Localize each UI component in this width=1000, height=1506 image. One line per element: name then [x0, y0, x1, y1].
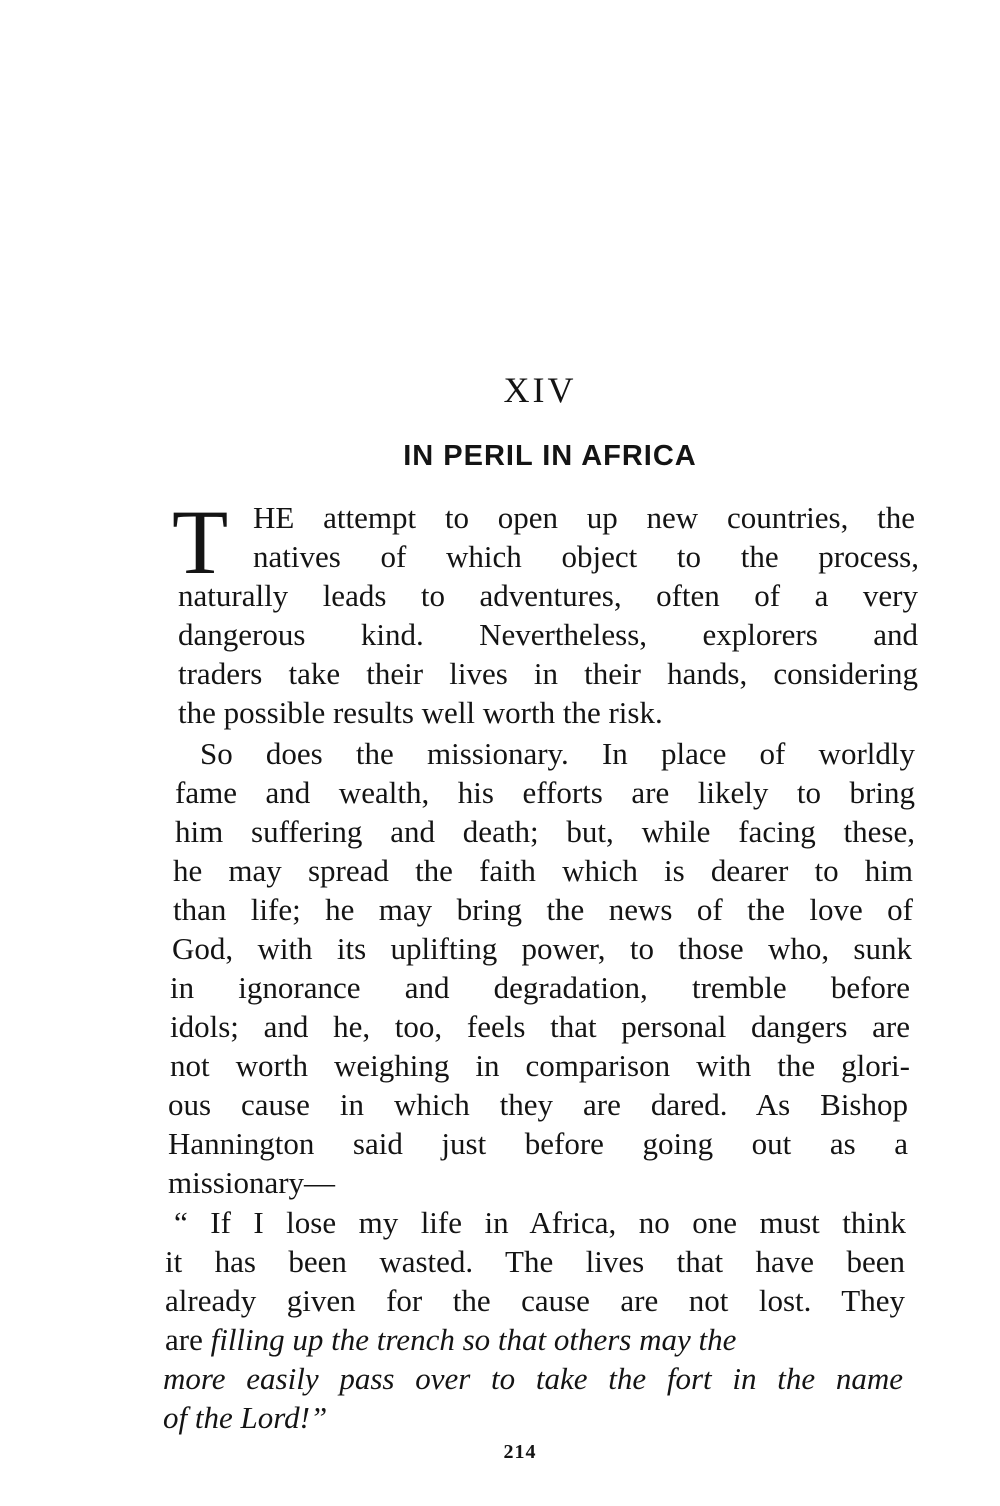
paragraph-1-line: dangerous kind. Nevertheless, explorers and: [178, 617, 918, 652]
quote-line-italic: filling up the trench so that others may the: [210, 1322, 737, 1357]
paragraph-2-line: him suffering and death; but, while facing these,: [175, 814, 915, 849]
paragraph-2-line: Hannington said just before going out as a: [168, 1126, 908, 1161]
paragraph-2-line: God, with its uplifting power, to those who, sunk: [172, 931, 912, 966]
paragraph-2-line: missionary—: [168, 1165, 336, 1200]
quote-line-prefix: are: [165, 1322, 211, 1357]
paragraph-2-line: idols; and he, too, feels that personal dangers are: [170, 1009, 910, 1044]
paragraph-2-line: in ignorance and degradation, tremble before: [170, 970, 910, 1005]
paragraph-1-line: the possible results well worth the risk.: [178, 695, 663, 730]
paragraph-2-line: ous cause in which they are dared. As Bishop: [168, 1087, 908, 1122]
paragraph-2-line: not worth weighing in comparison with the glori-: [170, 1048, 910, 1083]
quote-line: it has been wasted. The lives that have been: [165, 1244, 905, 1279]
chapter-title: IN PERIL IN AFRICA: [403, 440, 697, 472]
paragraph-2-line: fame and wealth, his efforts are likely to bring: [175, 775, 915, 810]
quote-line: of the Lord!”: [163, 1400, 328, 1435]
quote-line: “ If I lose my life in Africa, no one must think: [174, 1205, 906, 1240]
quote-line: [165, 1320, 905, 1360]
paragraph-2-line: he may spread the faith which is dearer to him: [173, 853, 913, 888]
paragraph-1-line: naturally leads to adventures, often of a very: [178, 578, 918, 613]
paragraph-1-line: HE attempt to open up new countries, the: [253, 500, 915, 535]
paragraph-1-line: natives of which object to the process,: [253, 539, 919, 574]
drop-cap: T: [172, 496, 229, 578]
quote-line: already given for the cause are not lost. They: [165, 1283, 905, 1318]
page-number: 214: [503, 1441, 537, 1463]
paragraph-2-line: So does the missionary. In place of worldly: [200, 736, 915, 771]
paragraph-2-line: than life; he may bring the news of the love of: [173, 892, 913, 927]
chapter-number: XIV: [503, 370, 577, 410]
paragraph-1-line: traders take their lives in their hands, considering: [178, 656, 918, 691]
quote-line: more easily pass over to take the fort in the name: [163, 1361, 903, 1396]
